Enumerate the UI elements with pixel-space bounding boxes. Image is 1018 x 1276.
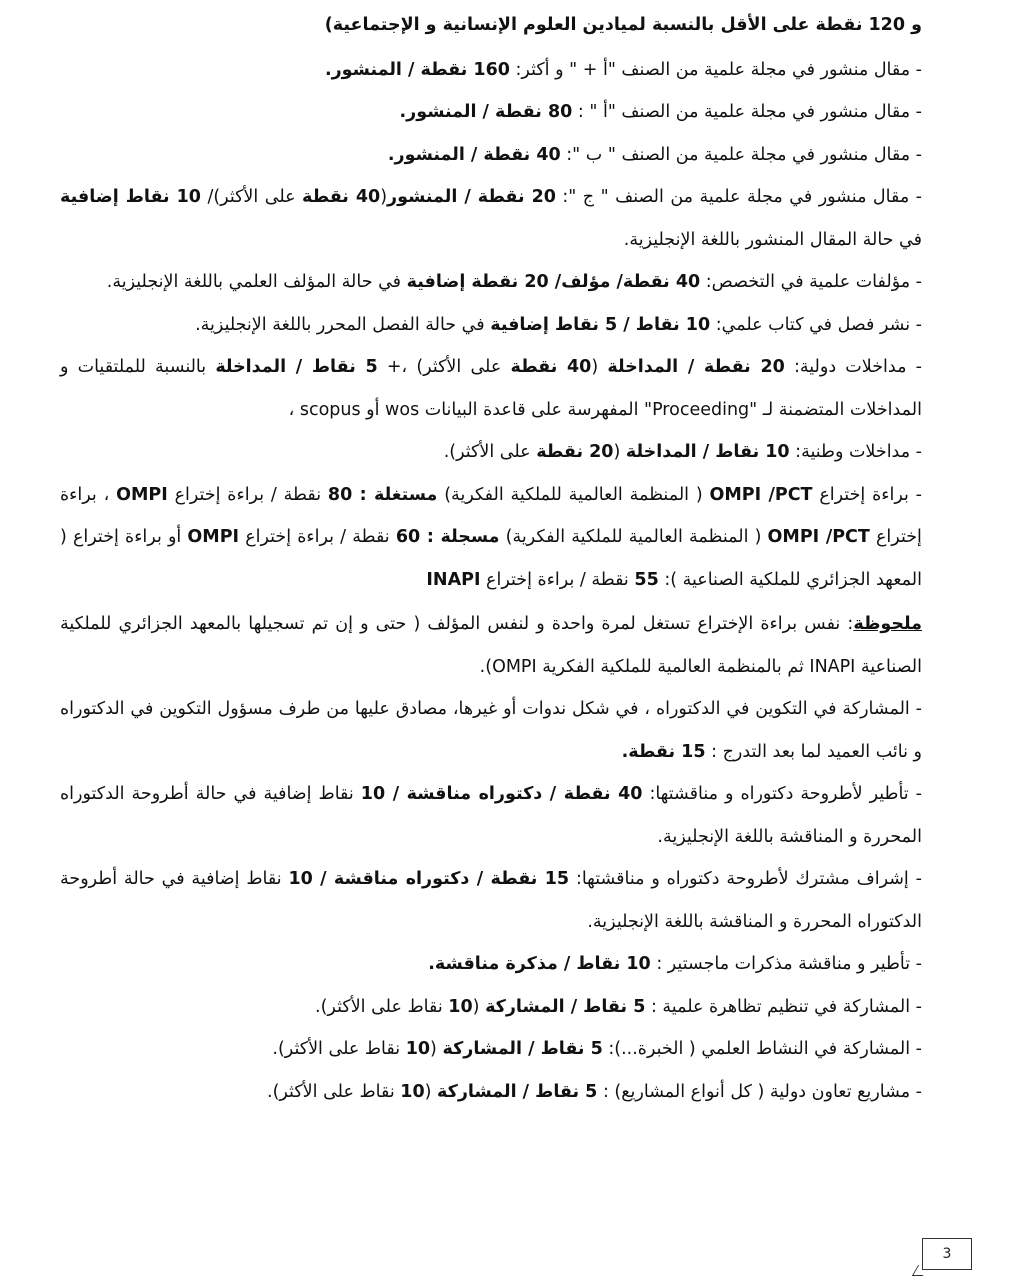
item-article-c [60,176,922,261]
item-points: 10 نقاط / المداخلة [625,442,790,462]
item-text: - مقال منشور في مجلة علمية من الصنف " ب ": [566,144,922,165]
item-text: نقاط على الأكثر). [267,1081,395,1102]
item-text: - تأطير و مناقشة مذكرات ماجستير : [656,954,922,974]
item-text: - إشراف مشترك لأطروحة دكتوراه و مناقشتها: [575,869,922,889]
item-points: 5 نقاط / المشاركة [485,996,646,1017]
item-points: OMPI [187,527,240,547]
page-number: 3 [922,1238,972,1270]
item-text: : نفس براءة الإختراع تستغل لمرة واحدة و لنفس المؤلف ( حتى و إن تم تسجيلها بالمعهد الجزائري للملكية الصناعية INAPI ثم بالمنظمة العالمية للملكية الفكرية OMPI). [60,614,922,677]
item-text: نقطة / براءة إختراع [486,569,629,590]
item-text: - المشاركة في تنظيم تظاهرة علمية : [650,996,922,1017]
item-points: مستغلة : 80 [327,484,438,505]
item-text: نقاط على الأكثر). [272,1039,401,1059]
item-points: OMPI /PCT [709,484,813,505]
item-text: ( المنظمة العالمية للملكية الفكرية) [505,527,762,547]
item-intl-talks [60,346,922,431]
item-national-talks [60,431,922,474]
item-points: OMPI /PCT [767,527,870,547]
item-text: على الأكثر)/ [207,187,296,207]
item-text: نقاط إضافية في حالة أطروحة الدكتوراه المحررة و المناقشة باللغة الإنجليزية. [60,869,922,932]
item-text: نقطة / براءة إختراع [174,484,322,505]
item-points: 10 [405,1039,431,1059]
item-scientific-activity [60,1028,922,1071]
item-text: - تأطير لأطروحة دكتوراه و مناقشتها: [649,784,922,804]
item-text: ( المنظمة العالمية للملكية الفكرية) [444,484,703,505]
item-text: - نشر فصل في كتاب علمي: [715,314,922,335]
item-points: 160 نقطة / المنشور. [324,59,510,80]
intro-text: و 120 نقطة على الأقل بالنسبة لميادين العلوم الإنسانية و الإجتماعية) [324,15,922,35]
item-points: 5 نقاط / المداخلة [215,357,378,377]
item-event-org [60,986,922,1029]
item-text: على الأكثر). [443,442,531,462]
item-text: - مقال منشور في مجلة علمية من الصنف "أ " : [577,102,922,122]
item-text: ، براءة إختراع [60,484,922,547]
item-text: في حالة المقال المنشور باللغة الإنجليزية. [623,229,922,250]
item-points: 10 [448,996,473,1017]
item-books [60,261,922,304]
item-training [60,688,922,773]
item-points: 5 نقاط / المشاركة [442,1039,603,1059]
note-label: ملحوظة [853,614,922,634]
item-note [60,603,922,688]
item-points: 20 نقطة [536,442,614,462]
item-points: 10 نقاط إضافية [60,187,201,207]
item-points: 5 نقاط / المشاركة [437,1081,598,1102]
item-points: 80 نقطة / المنشور. [399,102,573,122]
item-supervision [60,773,922,858]
item-points: INAPI [426,569,481,590]
item-article-a [60,91,922,134]
item-text: - مداخلات دولية: [793,357,922,377]
item-text: - المشاركة في النشاط العلمي ( الخبرة...): [608,1039,922,1059]
item-points: مسجلة : 60 [395,527,500,547]
item-text: بالنسبة للملتقيات و المداخلات المتضمنة لـ "Proceeding" المفهرسة على قاعدة البيانات wos أو scopus ، [60,357,922,420]
item-points: 20 نقطة / المداخلة [607,357,785,377]
item-points: 10 نقاط / 5 نقاط إضافية [490,314,711,335]
item-text: ( [472,996,480,1017]
item-points: 15 نقطة. [621,741,706,762]
item-points: 40 نقطة [302,187,381,207]
item-points: 55 [634,569,659,590]
document-body [60,4,922,1113]
item-text: نقطة / براءة إختراع [245,527,390,547]
item-text: ( [430,1039,437,1059]
item-points: 40 نقطة / المنشور. [387,144,561,165]
item-text: ( [380,187,388,207]
item-text: أو براءة إختراع ( المعهد الجزائري للملكية الصناعية ): [60,527,922,590]
item-text: ( [613,442,621,462]
item-points: 40 نقطة / دكتوراه مناقشة / 10 [360,784,643,804]
item-patents [60,474,922,602]
item-text: - مقال منشور في مجلة علمية من الصنف "أ + " و أكثر: [515,59,922,80]
item-article-a-plus [60,49,922,92]
item-text: في حالة الفصل المحرر باللغة الإنجليزية. [195,314,485,335]
item-points: 10 نقاط / مذكرة مناقشة. [428,954,651,974]
item-points: 40 نقطة/ مؤلف/ 20 نقطة إضافية [406,272,701,292]
item-article-b [60,134,922,177]
item-text: - مداخلات وطنية: [795,442,922,462]
item-text: نقاط على الأكثر). [315,996,443,1017]
item-text: في حالة المؤلف العلمي باللغة الإنجليزية. [106,272,402,292]
intro-line [60,4,922,47]
item-text: نقاط إضافية في حالة أطروحة الدكتوراه المحررة و المناقشة باللغة الإنجليزية. [60,784,922,847]
item-text: ( [424,1081,432,1102]
item-points: 10 [400,1081,425,1102]
item-masters [60,943,922,986]
item-co-supervision [60,858,922,943]
item-text: - مقال منشور في مجلة علمية من الصنف " ج ": [562,187,922,207]
item-text: - مؤلفات علمية في التخصص: [705,272,922,292]
item-text: ( [591,357,599,377]
item-points: 20 نقطة / المنشور [387,187,556,207]
item-points: 40 نقطة [510,357,592,377]
item-chapter [60,304,922,347]
item-text: - المشاركة في التكوين في الدكتوراه ، في شكل ندوات أو غيرها، مصادق عليها من طرف مسؤول التكوين في الدكتوراه و نائب العميد لما بعد التدرج : [60,699,922,762]
item-points: 15 نقطة / دكتوراه مناقشة / 10 [288,869,570,889]
item-intl-projects [60,1071,922,1114]
item-text: - مشاريع تعاون دولية ( كل أنواع المشاريع) : [602,1081,922,1102]
item-points: OMPI [116,484,168,505]
item-text: - براءة إختراع [819,484,922,505]
item-text: على الأكثر) ،+ [386,357,502,377]
